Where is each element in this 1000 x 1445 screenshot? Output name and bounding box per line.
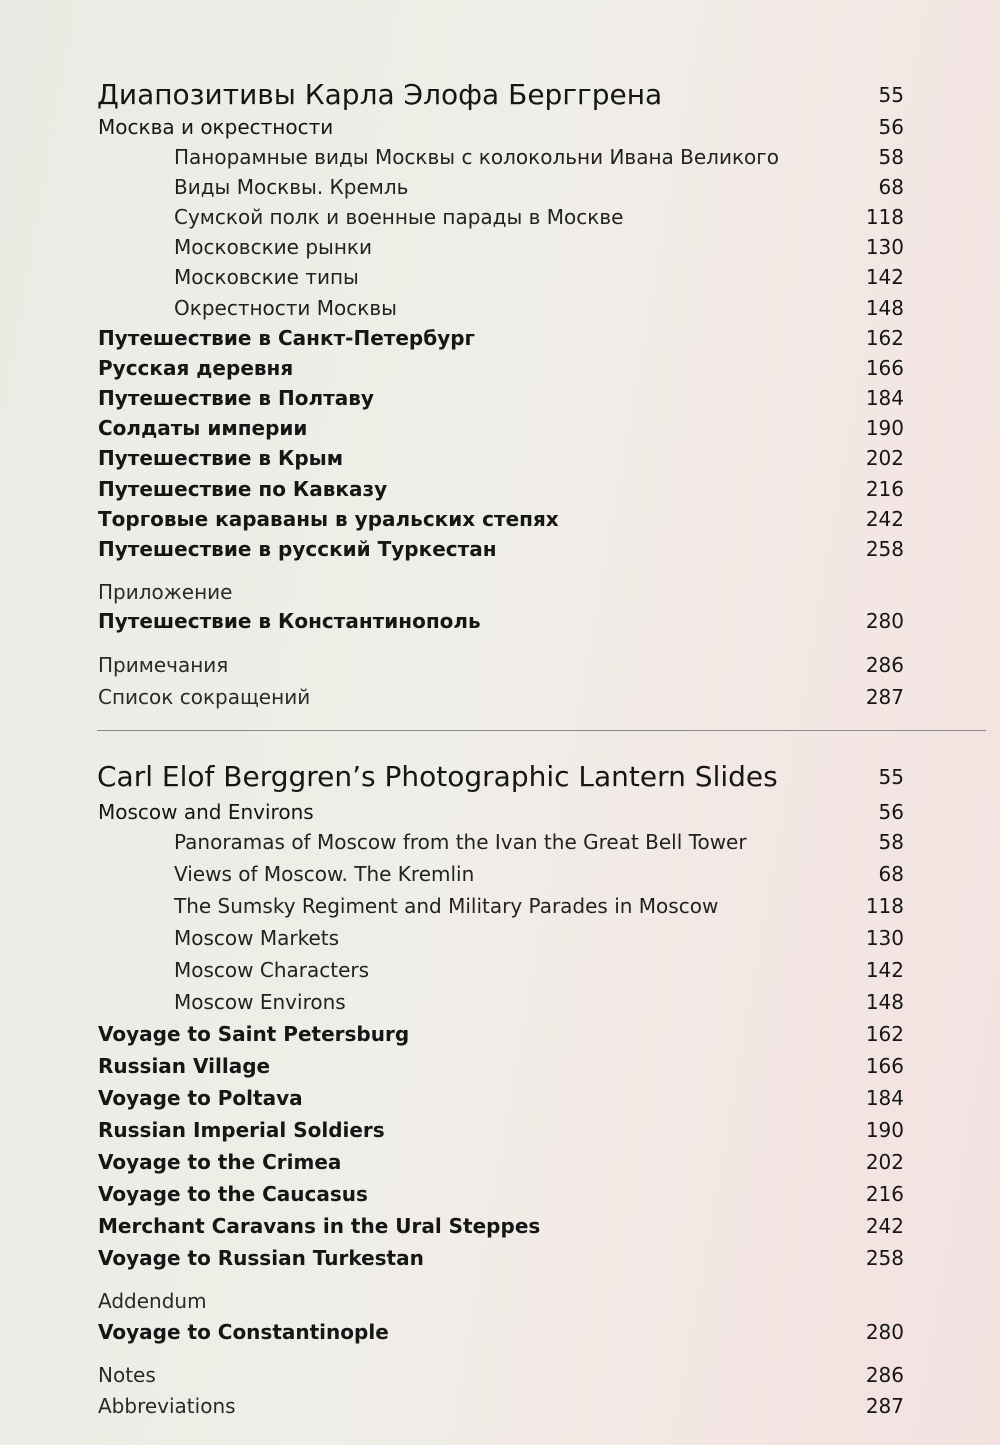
toc-entry-label: Moscow and Environs xyxy=(98,800,314,824)
toc-entry-label: Voyage to Constantinople xyxy=(98,1320,389,1344)
toc-entry-label: Московские типы xyxy=(174,265,359,289)
toc-entry-page: 130 xyxy=(865,926,904,950)
toc-entry-label: Путешествие по Кавказу xyxy=(98,477,388,501)
toc-entry-page: 58 xyxy=(878,145,904,169)
toc-entry-label: Notes xyxy=(98,1363,156,1387)
toc-entry-page: 280 xyxy=(865,609,904,633)
toc-subentry[interactable] xyxy=(0,890,1000,922)
toc-entry-page: 68 xyxy=(878,862,904,886)
toc-title-label: Диапозитивы Карла Элофа Берггрена xyxy=(97,78,663,111)
toc-subentry[interactable] xyxy=(0,986,1000,1018)
toc-entry-page: 142 xyxy=(865,958,904,982)
toc-entry-page: 142 xyxy=(865,265,904,289)
toc-subentry[interactable] xyxy=(0,292,1000,324)
toc-group-heading xyxy=(0,1285,1000,1317)
toc-entry[interactable] xyxy=(0,1050,1000,1082)
toc-entry-label: Voyage to Saint Petersburg xyxy=(98,1022,410,1046)
toc-entry-page: 56 xyxy=(878,800,904,824)
toc-entry-page: 56 xyxy=(878,115,904,139)
toc-entry-label: Москва и окрестности xyxy=(98,115,334,139)
toc-entry[interactable] xyxy=(0,503,1000,535)
toc-entry-label: Voyage to the Caucasus xyxy=(98,1182,368,1206)
toc-entry[interactable] xyxy=(0,1210,1000,1242)
toc-entry-label: Путешествие в Крым xyxy=(98,446,344,470)
toc-entry-label: Panoramas of Moscow from the Ivan the Great Bell Tower xyxy=(174,830,747,854)
toc-entry[interactable] xyxy=(0,352,1000,384)
toc-entry[interactable] xyxy=(0,1114,1000,1146)
toc-entry-page: 190 xyxy=(865,416,904,440)
toc-group-heading xyxy=(0,576,1000,608)
toc-title-label: Carl Elof Berggren’s Photographic Lantern Slides xyxy=(97,760,778,793)
toc-entry-page: 162 xyxy=(865,1022,904,1046)
toc-entry-page: 148 xyxy=(865,296,904,320)
toc-subentry[interactable] xyxy=(0,858,1000,890)
toc-entry[interactable] xyxy=(0,649,1000,681)
toc-entry-page: 287 xyxy=(865,685,904,709)
toc-entry-label: Путешествие в Полтаву xyxy=(98,386,374,410)
toc-entry[interactable] xyxy=(0,1146,1000,1178)
toc-entry[interactable] xyxy=(0,382,1000,414)
toc-entry-label: Сумской полк и военные парады в Москве xyxy=(174,205,624,229)
toc-entry-page: 287 xyxy=(865,1394,904,1418)
toc-entry-page: 242 xyxy=(865,507,904,531)
toc-entry-page: 184 xyxy=(865,1086,904,1110)
toc-entry-label: Voyage to Poltava xyxy=(98,1086,303,1110)
toc-entry[interactable] xyxy=(0,473,1000,505)
toc-entry[interactable] xyxy=(0,1178,1000,1210)
toc-entry-label: Путешествие в Санкт-Петербург xyxy=(98,326,476,350)
toc-subentry[interactable] xyxy=(0,826,1000,858)
toc-entry-label: Торговые караваны в уральских степях xyxy=(98,507,559,531)
toc-subentry[interactable] xyxy=(0,922,1000,954)
section-divider xyxy=(97,730,986,731)
toc-entry[interactable] xyxy=(0,111,1000,143)
toc-entry-label: Voyage to Russian Turkestan xyxy=(98,1246,424,1270)
toc-subentry[interactable] xyxy=(0,141,1000,173)
toc-entry-page: 118 xyxy=(865,894,904,918)
toc-entry-label: Панорамные виды Москвы с колокольни Ивана Великого xyxy=(174,145,780,169)
toc-entry[interactable] xyxy=(0,533,1000,565)
toc-entry[interactable] xyxy=(0,605,1000,637)
toc-entry[interactable] xyxy=(0,442,1000,474)
toc-subentry[interactable] xyxy=(0,954,1000,986)
toc-entry-label: Виды Москвы. Кремль xyxy=(174,175,409,199)
toc-entry[interactable] xyxy=(0,412,1000,444)
toc-entry-label: Солдаты империи xyxy=(98,416,308,440)
toc-entry[interactable] xyxy=(0,1082,1000,1114)
toc-entry-page: 166 xyxy=(865,356,904,380)
toc-entry-label: Путешествие в Константинополь xyxy=(98,609,481,633)
toc-entry-page: 286 xyxy=(865,653,904,677)
toc-entry-label: Moscow Environs xyxy=(174,990,346,1014)
toc-entry-page: 258 xyxy=(865,537,904,561)
toc-entry-page: 166 xyxy=(865,1054,904,1078)
toc-entry-label: Russian Village xyxy=(98,1054,271,1078)
toc-entry-label: Окрестности Москвы xyxy=(174,296,397,320)
toc-subentry[interactable] xyxy=(0,201,1000,233)
toc-entry-page: 118 xyxy=(865,205,904,229)
toc-title[interactable] xyxy=(0,761,1000,793)
toc-entry-page: 216 xyxy=(865,477,904,501)
toc-entry-page: 216 xyxy=(865,1182,904,1206)
toc-entry-page: 130 xyxy=(865,235,904,259)
toc-title[interactable] xyxy=(0,79,1000,111)
toc-entry[interactable] xyxy=(0,1242,1000,1274)
toc-entry-page: 242 xyxy=(865,1214,904,1238)
toc-entry-page: 190 xyxy=(865,1118,904,1142)
toc-entry-label: Views of Moscow. The Kremlin xyxy=(174,862,475,886)
toc-entry-page: 184 xyxy=(865,386,904,410)
toc-entry-page: 280 xyxy=(865,1320,904,1344)
toc-title-page: 55 xyxy=(878,83,904,107)
toc-entry-page: 202 xyxy=(865,446,904,470)
toc-entry-label: Moscow Markets xyxy=(174,926,340,950)
toc-subentry[interactable] xyxy=(0,171,1000,203)
toc-entry-label: Abbreviations xyxy=(98,1394,236,1418)
toc-entry[interactable] xyxy=(0,796,1000,828)
toc-entry[interactable] xyxy=(0,1018,1000,1050)
toc-entry-label: Путешествие в русский Туркестан xyxy=(98,537,497,561)
toc-entry-page: 286 xyxy=(865,1363,904,1387)
toc-entry[interactable] xyxy=(0,1316,1000,1348)
toc-entry-label: The Sumsky Regiment and Military Parades in Moscow xyxy=(174,894,719,918)
toc-entry[interactable] xyxy=(0,681,1000,713)
toc-entry-label: Russian Imperial Soldiers xyxy=(98,1118,385,1142)
toc-subentry[interactable] xyxy=(0,261,1000,293)
toc-entry-label: Приложение xyxy=(98,580,233,604)
toc-entry-label: Moscow Characters xyxy=(174,958,370,982)
toc-entry[interactable] xyxy=(0,322,1000,354)
toc-entry-page: 202 xyxy=(865,1150,904,1174)
toc-entry-page: 58 xyxy=(878,830,904,854)
toc-entry-label: Список сокращений xyxy=(98,685,311,709)
toc-entry-label: Примечания xyxy=(98,653,229,677)
toc-entry-label: Московские рынки xyxy=(174,235,372,259)
toc-entry-label: Voyage to the Crimea xyxy=(98,1150,342,1174)
toc-entry-page: 258 xyxy=(865,1246,904,1270)
toc-entry-label: Merchant Caravans in the Ural Steppes xyxy=(98,1214,541,1238)
toc-entry-page: 68 xyxy=(878,175,904,199)
toc-subentry[interactable] xyxy=(0,231,1000,263)
toc-entry[interactable] xyxy=(0,1359,1000,1391)
toc-entry-label: Addendum xyxy=(98,1289,207,1313)
toc-entry[interactable] xyxy=(0,1390,1000,1422)
toc-entry-page: 162 xyxy=(865,326,904,350)
toc-entry-page: 148 xyxy=(865,990,904,1014)
toc-title-page: 55 xyxy=(878,765,904,789)
toc-entry-label: Русская деревня xyxy=(98,356,294,380)
